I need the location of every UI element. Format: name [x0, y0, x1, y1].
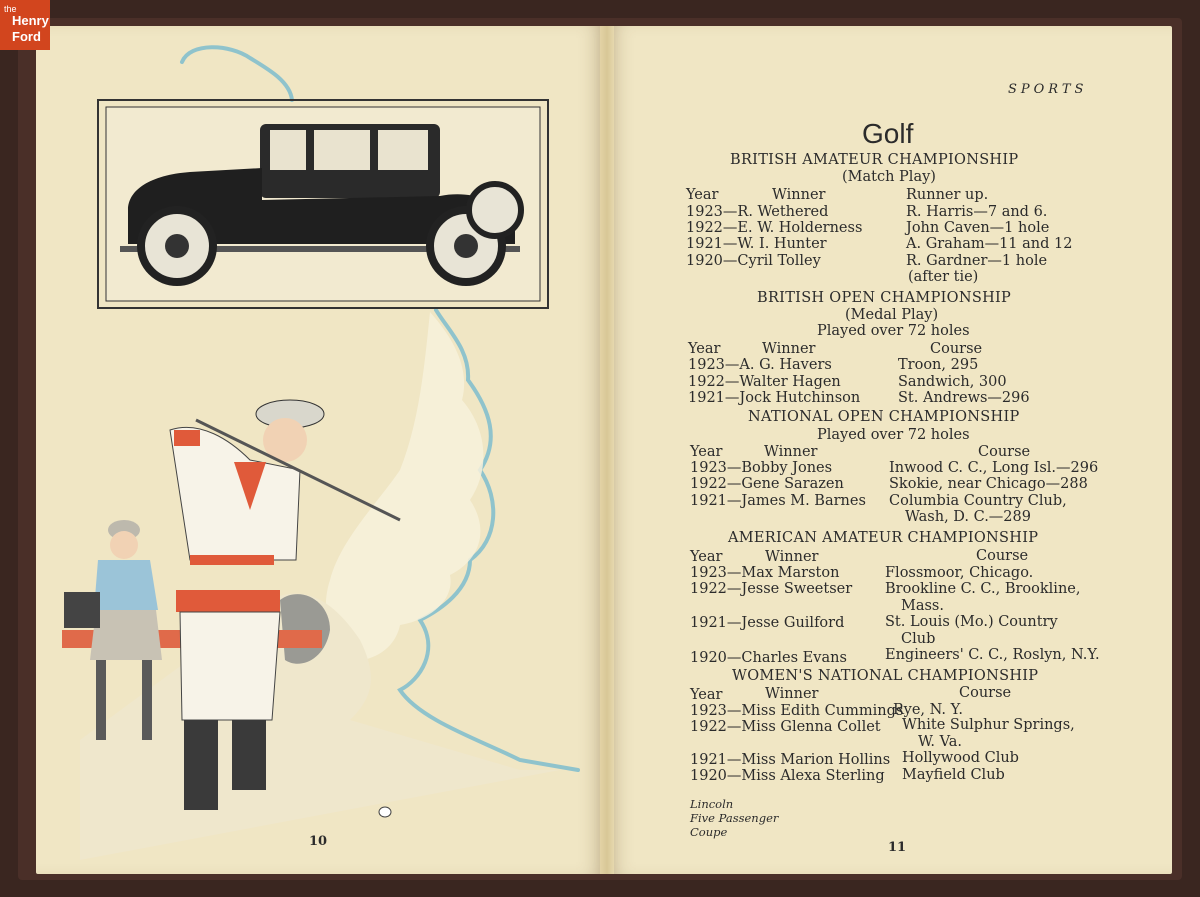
table-cell: Brookline C. C., Brookline, — [885, 581, 1081, 597]
table-row: 1921—W. I. Hunter — [686, 236, 827, 252]
caption-line: Coupe — [690, 825, 728, 839]
table-row: 1921—Miss Marion Hollins — [690, 752, 891, 768]
caption-line: Five Passenger — [690, 811, 779, 825]
table-row: 1921—Jesse Guilford — [690, 615, 845, 631]
cloud-fill — [326, 312, 484, 661]
sub-national-open: Played over 72 holes — [817, 427, 970, 443]
table-cell: Troon, 295 — [898, 357, 979, 373]
table-row: 1923—R. Wethered — [686, 204, 829, 220]
table-cell: Skokie, near Chicago—288 — [889, 476, 1088, 492]
right-page-number: 11 — [888, 840, 907, 855]
heading-british-amateur: BRITISH AMATEUR CHAMPIONSHIP — [730, 152, 1019, 168]
col-year: Year — [686, 187, 719, 203]
col-winner: Winner — [764, 444, 818, 460]
col-course: Course — [930, 341, 983, 357]
table-row: 1920—Cyril Tolley — [686, 253, 821, 269]
table-row: 1922—Walter Hagen — [688, 374, 841, 390]
table-row: 1922—Jesse Sweetser — [690, 581, 853, 597]
table-cell: R. Harris—7 and 6. — [906, 204, 1048, 220]
table-row: 1923—A. G. Havers — [688, 357, 832, 373]
col-year: Year — [690, 444, 723, 460]
table-row: 1921—James M. Barnes — [690, 493, 866, 509]
heading-womens-national: WOMEN'S NATIONAL CHAMPIONSHIP — [732, 668, 1039, 684]
heading-american-amateur: AMERICAN AMATEUR CHAMPIONSHIP — [728, 530, 1039, 546]
table-cell: Inwood C. C., Long Isl.—296 — [889, 460, 1099, 476]
table-row: 1920—Charles Evans — [690, 650, 847, 666]
caption-line: Lincoln — [690, 797, 734, 811]
table-cell: Hollywood Club — [902, 750, 1019, 766]
col-year: Year — [690, 687, 723, 703]
table-cell: John Caven—1 hole — [906, 220, 1050, 236]
logo-text-the: the — [4, 4, 17, 14]
section-header: SPORTS — [1008, 82, 1088, 97]
logo-text-henry: Henry — [12, 13, 49, 28]
sub2-british-open: Played over 72 holes — [817, 323, 970, 339]
col-winner: Winner — [765, 686, 819, 702]
table-cell: Engineers' C. C., Roslyn, N.Y. — [885, 647, 1100, 663]
table-row: 1920—Miss Alexa Sterling — [690, 768, 885, 784]
heading-british-open: BRITISH OPEN CHAMPIONSHIP — [757, 290, 1012, 306]
col-course: Course — [959, 685, 1012, 701]
table-row: 1923—Max Marston — [690, 565, 840, 581]
table-cell: Columbia Country Club, — [889, 493, 1067, 509]
page-title: Golf — [862, 118, 914, 149]
table-cell-continued: Mass. — [901, 598, 944, 614]
table-row: 1922—Gene Sarazen — [690, 476, 844, 492]
table-row: 1922—E. W. Holderness — [686, 220, 863, 236]
col-winner: Winner — [762, 341, 816, 357]
table-row: 1923—Bobby Jones — [690, 460, 833, 476]
table-cell: Sandwich, 300 — [898, 374, 1007, 390]
table-row: 1921—Jock Hutchinson — [688, 390, 861, 406]
illustration-caption — [690, 797, 778, 839]
col-winner: Winner — [765, 549, 819, 565]
table-cell: White Sulphur Springs, — [902, 717, 1075, 733]
table-row: 1922—Miss Glenna Collet — [690, 719, 881, 735]
col-runner-up: Runner up. — [906, 187, 989, 203]
table-cell-continued: Club — [901, 631, 936, 647]
table-row: 1923—Miss Edith Cummings — [690, 703, 904, 719]
logo-text-ford: Ford — [12, 29, 41, 44]
table-cell: St. Louis (Mo.) Country — [885, 614, 1058, 630]
golf-ball — [379, 807, 391, 817]
left-page-illustration — [36, 26, 606, 874]
sub-british-open: (Medal Play) — [845, 307, 939, 323]
col-year: Year — [688, 341, 721, 357]
col-course: Course — [976, 548, 1029, 564]
table-cell: Rye, N. Y. — [893, 702, 963, 718]
table-cell: Flossmoor, Chicago. — [885, 565, 1034, 581]
table-cell: Mayfield Club — [902, 767, 1005, 783]
table-note: (after tie) — [908, 269, 979, 285]
table-cell-continued: Wash, D. C.—289 — [905, 509, 1031, 525]
left-page-number: 10 — [309, 834, 328, 849]
sub-british-amateur: (Match Play) — [842, 169, 936, 185]
heading-national-open: NATIONAL OPEN CHAMPIONSHIP — [748, 409, 1020, 425]
col-course: Course — [978, 444, 1031, 460]
col-year: Year — [690, 549, 723, 565]
table-cell: A. Graham—11 and 12 — [906, 236, 1073, 252]
table-cell: R. Gardner—1 hole — [906, 253, 1048, 269]
col-winner: Winner — [772, 187, 826, 203]
table-cell: St. Andrews—296 — [898, 390, 1030, 406]
table-cell-continued: W. Va. — [918, 734, 962, 750]
